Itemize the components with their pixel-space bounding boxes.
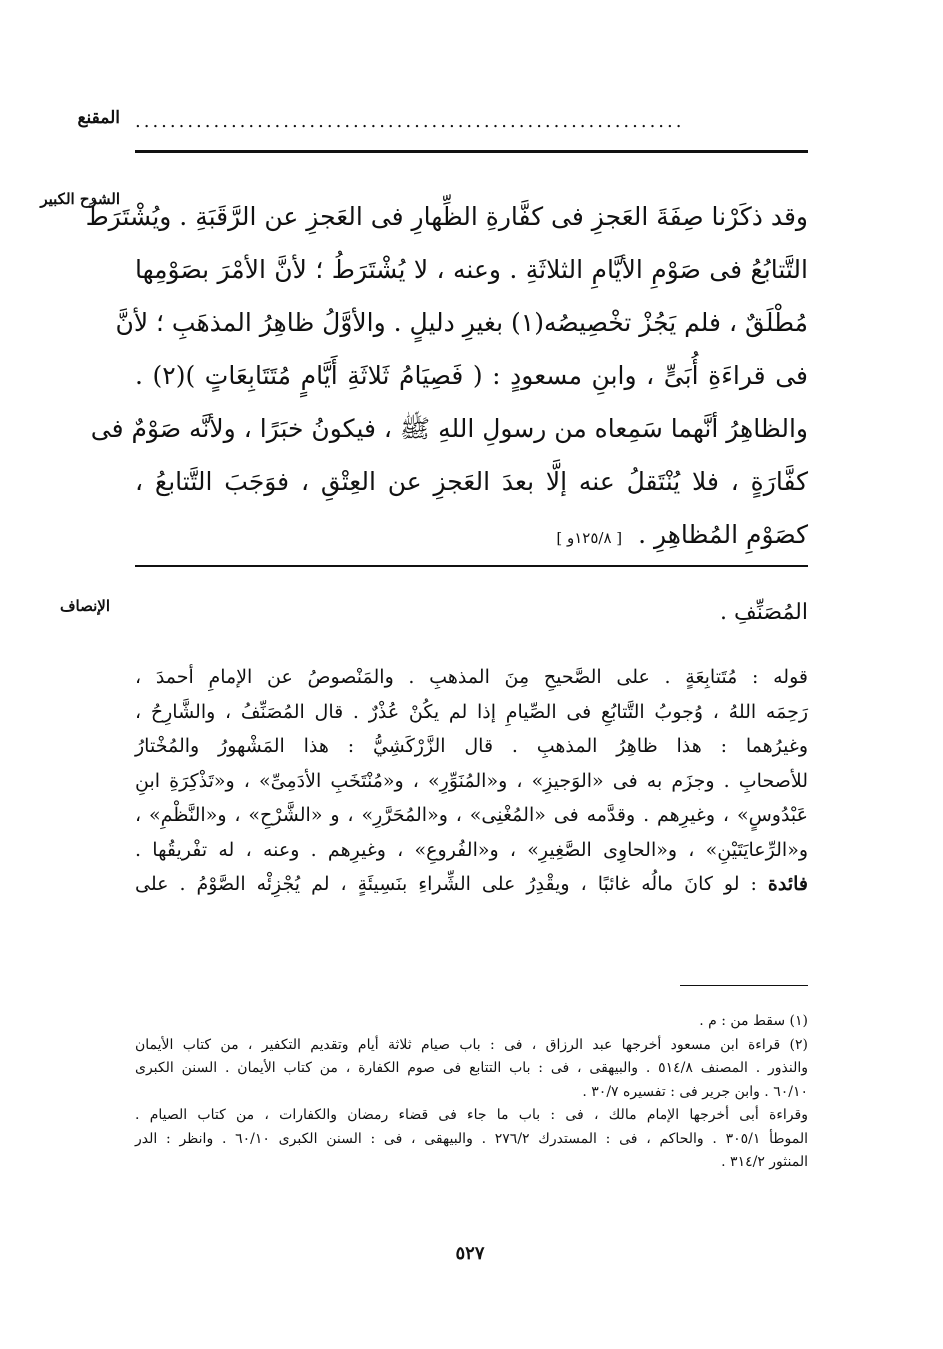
insaf-line: وغيرُهما : هذا ظاهِرُ المذهبِ . قال الزَّرْكَشِيُّ : هذا المَشْهورُ والمُخْتارُ	[135, 735, 808, 757]
sharh-line: والظاهِرُ أنَّهما سَمِعاه من رسولِ اللهِ ﷺ ، فيكونُ خبَرًا ، ولأنَّه صَوْمٌ فى	[90, 414, 808, 443]
sharh-last-line	[135, 508, 808, 565]
header-rule	[135, 150, 808, 153]
faida-label: فائدة	[767, 873, 808, 895]
insaf-line: عَبْدُوسٍ» ، وغيرِهم . وقدَّمه فى «المُغْنِى» ، و«المُحَرَّرِ» ، و «الشَّرْحِ» ، و«النَّظْمِ» ،	[135, 804, 808, 826]
footnotes-block	[135, 1010, 808, 1175]
faida-line	[135, 867, 808, 902]
insaf-line: رَحِمَه اللهُ ، وُجوبُ التَّتابُعِ فى الصِّيامِ إذا لم يكُنْ عُذْرٌ . قال المُصَنِّفُ ، والشَّارِحُ ،	[135, 700, 808, 723]
sharh-line: فى قراءَةِ أُبَىٍّ ، وابنِ مسعودٍ : ( فَصِيَامُ ثَلاثَةِ أَيَّامٍ مُتَتَابِعَاتٍ )(٢) .	[135, 361, 808, 390]
side-label-sharh: الشرح الكبير	[40, 190, 120, 208]
folio-reference: [ ١٢٥/٨و ]	[556, 529, 623, 547]
running-header-title: المقنع	[77, 108, 120, 128]
insaf-line: و«الرِّعايَتَيْنِ» ، و«الحاوِى الصَّغِيرِ» ، و«الفُروعِ» ، وغيرِهم . وعنه ، له تفْريقُها .	[135, 838, 808, 861]
faida-text: : لو كانَ مالُه غائبًا ، ويقْدِرُ على الشِّراءِ بنَسِيئَةٍ ، لم يُجْزِئْه الصَّوْمُ . على	[135, 873, 757, 895]
sharh-line: كفَّارَةٍ ، فلا يُنْتَقلُ عنه إلَّا بعدَ العَجزِ عن العِتْقِ ، فوَجَبَ التَّتابعُ ،	[135, 467, 808, 496]
footnote-line: وقراءة أبى أخرجها الإمام مالك ، فى : باب ما جاء فى قضاء رمضان والكفارات ، من كتاب الصيام .	[135, 1107, 808, 1123]
insaf-heading: المُصَنِّفِ .	[719, 600, 808, 625]
sharh-line: وقد ذكَرْنا صِفَةَ العَجزِ فى كفَّارةِ الظِّهارِ فى العَجزِ عن الرَّقَبَةِ . ويُشْتَرَطُ	[85, 202, 808, 231]
page-number: ٥٢٧	[455, 1243, 485, 1264]
footnote-line: ٦٠/١٠ . وابن جرير فى : تفسيره ٣٠/٧ .	[582, 1083, 808, 1100]
insaf-line: قوله : مُتَتابِعَةٍ . على الصَّحيحِ مِنَ المذهبِ . والمَنْصوصُ عن الإمامِ أحمدَ ،	[135, 666, 808, 688]
side-label-insaf: الإنصاف	[59, 597, 110, 615]
footnote-line: الموطأ ٣٠٥/١ . والحاكم ، فى : المستدرك ٢٧٦/٢ . والبيهقى ، فى : السنن الكبرى ٦٠/١٠ . وانظر : الدر	[135, 1130, 808, 1147]
footnote-line: (١) سقط من : م .	[699, 1013, 808, 1029]
footnote-line: (٢) قراءة ابن مسعود أخرجها عبد الرزاق ، فى : باب صيام ثلاثة أيام وتقديم التكفير ، من كتاب الأيمان	[135, 1036, 808, 1053]
insaf-text-block	[135, 660, 808, 902]
sharh-text-block	[85, 190, 808, 565]
footnote-separator	[680, 985, 808, 986]
footnote-line: المنثور ٣١٤/٢ .	[721, 1154, 808, 1170]
sharh-line: مُطْلَقٌ ، فلم يَجُزْ تخْصِيصُه(١) بغيرِ دليلٍ . والأوَّلُ ظاهِرُ المذهَبِ ؛ لأنَّ	[115, 308, 808, 337]
sharh-last-text: كصَوْمِ المُظاهِرِ .	[638, 520, 808, 549]
insaf-line: للأصحابِ . وجزَم به فى «الوَجيزِ» ، و«المُنَوِّرِ» ، و«مُنْتَخَبِ الأدَمِىِّ» ، و«تَذْكِرَةِ ابنِ	[135, 769, 808, 792]
footnote-line: والنذور . المصنف ٥١٤/٨ . والبيهقى ، فى : باب التتابع فى صوم الكفارة ، من كتاب الأيمان . السنن الكبرى	[135, 1060, 809, 1076]
section-separator	[135, 565, 808, 567]
sharh-line: التَّتابُعُ فى صَوْمِ الأيَّامِ الثلاثَةِ . وعنه ، لا يُشْتَرَطُ ؛ لأنَّ الأمْرَ بصَوْمِها	[135, 255, 808, 284]
running-header-dots: ...............................................................	[135, 112, 685, 132]
